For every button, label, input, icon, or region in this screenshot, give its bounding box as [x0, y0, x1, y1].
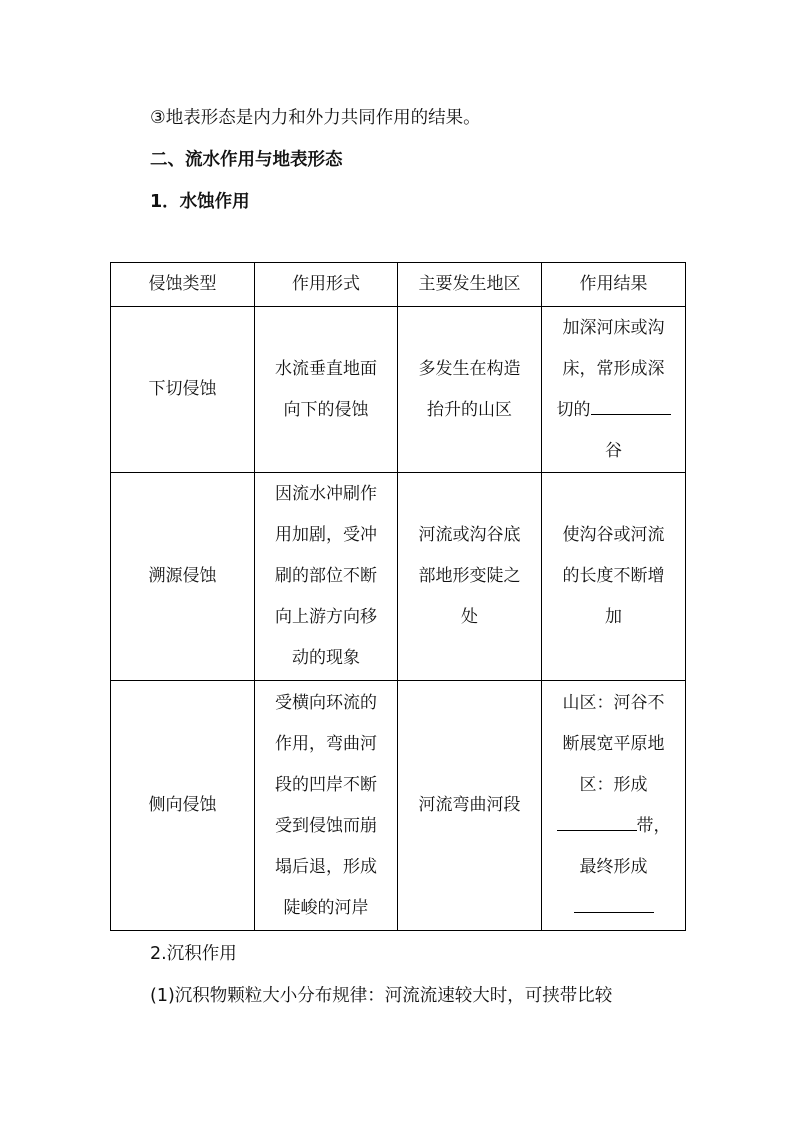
cell-type: 下切侵蚀	[111, 307, 255, 473]
cell-line: 作用，弯曲河	[275, 733, 377, 754]
subsection-heading-deposition: 2.沉积作用	[150, 944, 237, 964]
fill-blank	[591, 394, 671, 415]
cell-line: 河流弯曲河段	[418, 795, 521, 815]
cell-line: 段的凹岸不断	[275, 774, 377, 795]
header-action-form: 作用形式	[255, 263, 398, 307]
cell-line: 部地形变陡之	[418, 566, 521, 586]
fill-blank	[574, 892, 654, 913]
cell-line	[550, 390, 677, 431]
cell-line: 刷的部位不断	[275, 566, 377, 586]
cell-line: 使沟谷或河流	[562, 525, 665, 545]
cell-line: 谷	[605, 440, 622, 461]
cell-line: 山区：河谷不	[562, 692, 665, 713]
cell-result	[542, 473, 686, 681]
cell-line: 受到侵蚀而崩	[275, 815, 377, 836]
cell-line: 多发生在构造	[418, 358, 521, 379]
table-row	[111, 473, 686, 681]
cell-line	[550, 806, 677, 847]
cell-line: 区：形成	[579, 774, 648, 795]
cell-line: 塌后退，形成	[275, 856, 377, 877]
cell-line: 向下的侵蚀	[283, 399, 369, 420]
cell-area	[398, 307, 542, 473]
cell-line: 河流或沟谷底	[418, 525, 521, 545]
cell-line: 处	[461, 607, 478, 627]
cell-result	[542, 681, 686, 931]
cell-line: 因流水冲刷作	[275, 484, 377, 504]
cell-type: 侧向侵蚀	[111, 681, 255, 931]
cell-form	[255, 473, 398, 681]
cell-type: 溯源侵蚀	[111, 473, 255, 681]
cell-text: 切的	[556, 399, 591, 420]
header-erosion-type: 侵蚀类型	[111, 263, 255, 307]
cell-line: 最终形成	[579, 856, 648, 877]
cell-line: 加深河床或沟	[562, 317, 665, 338]
cell-line: 用加剧，受冲	[275, 525, 377, 545]
cell-form	[255, 307, 398, 473]
paragraph-conclusion: ③地表形态是内力和外力共同作用的结果。	[150, 108, 481, 128]
cell-line: 抬升的山区	[427, 399, 512, 420]
paragraph-sediment: (1)沉积物颗粒大小分布规律：河流流速较大时，可挟带比较	[150, 986, 613, 1006]
subsection-heading-erosion: 1．水蚀作用	[150, 192, 250, 212]
table-row	[111, 681, 686, 931]
cell-area	[398, 681, 542, 931]
cell-line: 受横向环流的	[275, 692, 377, 713]
cell-area	[398, 473, 542, 681]
cell-form	[255, 681, 398, 931]
header-result: 作用结果	[542, 263, 686, 307]
cell-text: 带，	[636, 815, 671, 836]
cell-line: 动的现象	[292, 648, 360, 668]
cell-result	[542, 307, 686, 473]
erosion-table	[110, 262, 686, 931]
table-row	[111, 307, 686, 473]
cell-line: 陡峻的河岸	[283, 897, 369, 918]
cell-line: 向上游方向移	[275, 607, 377, 627]
cell-line: 加	[605, 607, 622, 627]
table-header-row	[111, 263, 686, 307]
cell-line: 的长度不断增	[562, 566, 665, 586]
cell-line: 水流垂直地面	[275, 358, 377, 379]
section-heading: 二、流水作用与地表形态	[150, 150, 343, 170]
cell-line	[550, 888, 677, 929]
cell-line: 断展宽平原地	[562, 733, 665, 754]
cell-line: 床，常形成深	[562, 358, 665, 379]
header-main-area: 主要发生地区	[398, 263, 542, 307]
fill-blank	[557, 810, 637, 831]
